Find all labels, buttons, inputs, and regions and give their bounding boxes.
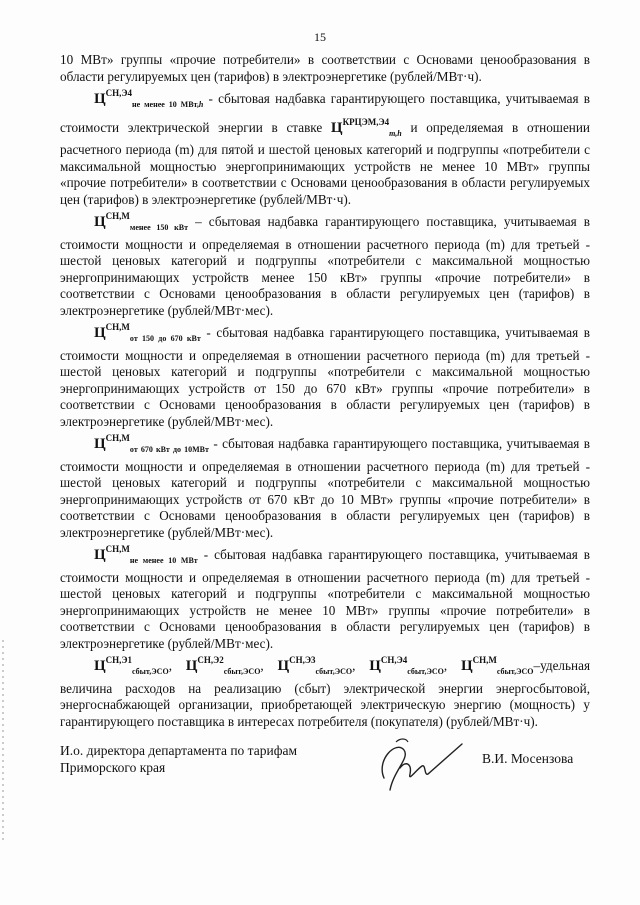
paragraph-m-670-10mw bbox=[60, 430, 590, 541]
scan-edge-artifact bbox=[2, 640, 4, 840]
signatory-title: И.о. директора департамента по тарифам Приморского края bbox=[60, 743, 297, 775]
paragraph-sales-costs: $Ц^{СН,Э1}_{сбыт,ЭСО}$, $Ц^{СН,Э2}_{сбыт,ЭСО}$, $Ц^{СН,Э3}_{сбыт,ЭСО}$, $Ц^{СН,Э4}_{сбыт,ЭСО}$, $Ц^{СН,М}_{сбыт,ЭСО}$–удельная величина расходов на реализацию (сбыт) электрической энергии энергосбытовой, энергоснабжающей организации, приобретающей электрическую энергию (мощность) у гарантирующего поставщика в интересах потребителя (покупателя) (рублей/МВт·ч). bbox=[60, 655, 591, 729]
paragraph-text: – сбытовая надбавка гарантирующего поставщика, учитываемая в стоимости мощности и определяемая в отношении расчетного периода (m) для третьей - шестой ценовых категорий и подгруппы «потребители с максимальной мощностью энергопринимающих устройств менее 150 кВт» группы «прочие потребители» в соответствии с Основами ценообразования в области регулируемых цен (тарифов) в электроэнергетике (рублей/МВт·мес). bbox=[60, 214, 590, 318]
formula-subscript: сбыт,ЭСО bbox=[496, 667, 534, 676]
formula-symbol: Ц bbox=[369, 658, 381, 674]
formula-superscript: СН,М bbox=[472, 655, 497, 665]
formula-superscript: СН,М bbox=[105, 211, 130, 221]
paragraph-e4-energy bbox=[60, 85, 590, 208]
formula-superscript: СН,М bbox=[105, 322, 130, 332]
formula-symbol: Ц bbox=[94, 436, 106, 452]
formula-subscript: сбыт,ЭСО bbox=[132, 667, 169, 676]
document-body bbox=[60, 52, 590, 730]
formula-symbol: Ц bbox=[185, 658, 198, 674]
paragraph-m-over-10mw bbox=[60, 541, 590, 652]
paragraph-text: - сбытовая надбавка гарантирующего поставщика, учитываемая в стоимости мощности и определяемая в отношении расчетного периода (m) для третьей - шестой ценовых категорий и подгруппы «потребители с максимальной мощностью энергопринимающих устройств от 150 до 670 кВт» группы «прочие потребители» в соответствии с Основами ценообразования в области регулируемых цен (тарифов) в электроэнергетике (рублей/МВт·мес). bbox=[60, 325, 590, 429]
paragraph-text: - сбытовая надбавка гарантирующего поставщика, учитываемая в стоимости электрической энергии в ставке bbox=[60, 91, 590, 135]
formula-subscript: от 670 кВт до 10МВт bbox=[129, 445, 209, 454]
formula-subscript: m,h bbox=[389, 128, 402, 138]
paragraph-m-150-670 bbox=[60, 319, 590, 430]
formula-subscript: сбыт,ЭСО bbox=[223, 667, 261, 676]
formula-superscript: СН,Э4 bbox=[380, 655, 408, 665]
handwritten-signature bbox=[366, 730, 466, 800]
formula-superscript: СН,Э4 bbox=[105, 88, 133, 98]
formula-superscript: СН,Э2 bbox=[197, 655, 224, 665]
formula-symbol: Ц bbox=[460, 658, 473, 674]
formula-superscript: СН,Э3 bbox=[289, 655, 316, 665]
paragraph-text: и определяемая в отношении расчетного периода (m) для пятой и шестой ценовых категорий и подгруппы «потребители с максимальной мощностью энергопринимающих устройств не менее 10 МВт» группы «прочие потребители» в соответствии с Основами ценообразования в области регулируемых цен (тарифов) в электроэнергетике (рублей/МВт·ч). bbox=[60, 119, 590, 207]
formula-symbol: Ц bbox=[94, 547, 106, 563]
formula-subscript: сбыт,ЭСО bbox=[407, 667, 444, 676]
formula-subscript: не менее 10 МВт,h bbox=[132, 100, 204, 109]
paragraph-text: –удельная величина расходов на реализацию (сбыт) электрической энергии энергосбытовой, энергоснабжающей организации, приобретающей электрическую энергию (мощность) у гарантирующего поставщика в интересах потребителя (покупателя) (рублей/МВт·ч). bbox=[60, 658, 591, 729]
signatory-name: В.И. Мосензова bbox=[482, 751, 574, 766]
formula-symbol: Ц bbox=[94, 325, 106, 341]
paragraph-text: - сбытовая надбавка гарантирующего поставщика, учитываемая в стоимости мощности и определяемая в отношении расчетного периода (m) для третьей - шестой ценовых категорий и подгруппы «потребители с максимальной мощностью энергопринимающих устройств от 670 кВт до 10 МВт» группы «прочие потребители» в соответствии с Основами ценообразования в области регулируемых цен (тарифов) в электроэнергетике (рублей/МВт·мес). bbox=[60, 436, 590, 540]
formula-symbol: Ц bbox=[94, 91, 106, 107]
formula-symbol: Ц bbox=[94, 658, 106, 674]
formula-symbol: Ц bbox=[277, 658, 290, 674]
formula-subscript: сбыт,ЭСО bbox=[315, 667, 353, 676]
formula-symbol: Ц bbox=[94, 214, 106, 230]
formula-superscript: СН,М bbox=[105, 544, 130, 554]
page-number: 15 bbox=[314, 30, 326, 44]
paragraph-m-under-150 bbox=[60, 208, 590, 319]
formula-subscript: менее 150 кВт bbox=[129, 223, 189, 232]
formula-superscript: СН,М bbox=[105, 433, 130, 443]
formula-superscript: КРЦЭМ,Э4 bbox=[342, 116, 390, 127]
formula-symbol: Ц bbox=[330, 119, 343, 136]
formula-subscript: от 150 до 670 кВт bbox=[129, 334, 201, 343]
formula-superscript: СН,Э1 bbox=[105, 655, 133, 665]
paragraph-text: - сбытовая надбавка гарантирующего поставщика, учитываемая в стоимости мощности и определяемая в отношении расчетного периода (m) для третьей - шестой ценовых категорий и подгруппы «потребители с максимальной мощностью энергопринимающих устройств не менее 10 МВт» группы «прочие потребители» в соответствии с Основами ценообразования в области регулируемых цен (тарифов) в электроэнергетике (рублей/МВт·мес). bbox=[60, 547, 591, 651]
formula-subscript: не менее 10 МВт bbox=[129, 556, 198, 565]
paragraph-continuation: 10 МВт» группы «прочие потребители» в соответствии с Основами ценообразования в области регулируемых цен (тарифов) в электроэнергетике (рублей/МВт·ч). bbox=[60, 52, 590, 84]
